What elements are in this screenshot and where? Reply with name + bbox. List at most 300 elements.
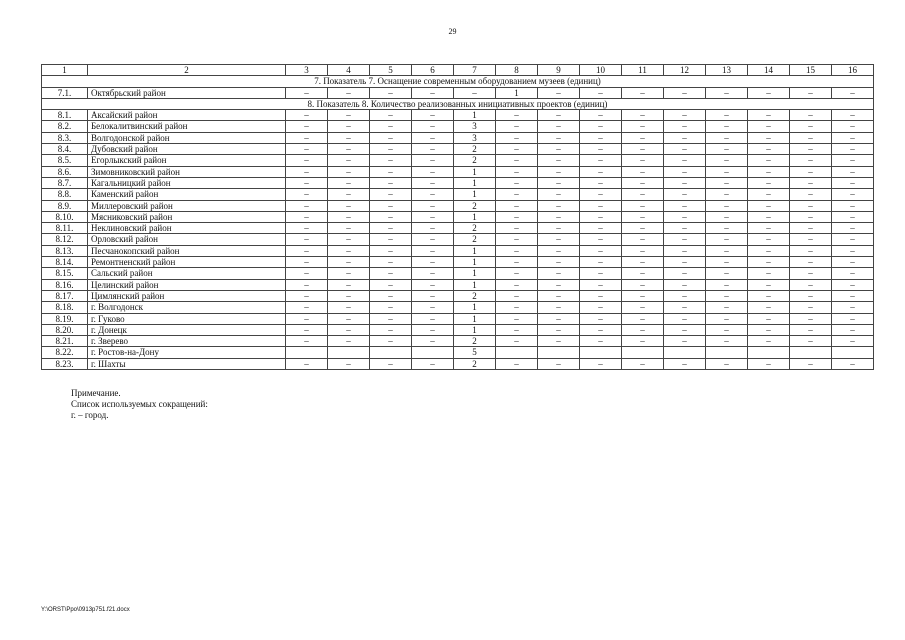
value-cell: –	[328, 324, 370, 335]
value-cell: –	[328, 302, 370, 313]
value-cell: 3	[454, 121, 496, 132]
value-cell: –	[622, 132, 664, 143]
value-cell: –	[328, 87, 370, 98]
value-cell: –	[706, 324, 748, 335]
row-name: Зимовниковский район	[88, 166, 286, 177]
row-code: 8.14.	[42, 257, 88, 268]
header-cell: 8	[496, 65, 538, 76]
row-name: Неклиновский район	[88, 223, 286, 234]
value-cell	[496, 347, 538, 358]
row-code: 8.5.	[42, 155, 88, 166]
value-cell: –	[622, 211, 664, 222]
value-cell: –	[580, 189, 622, 200]
row-code: 8.10.	[42, 211, 88, 222]
value-cell: –	[328, 155, 370, 166]
value-cell: –	[286, 110, 328, 121]
value-cell: –	[412, 200, 454, 211]
value-cell: –	[790, 336, 832, 347]
value-cell: –	[790, 211, 832, 222]
value-cell: –	[664, 155, 706, 166]
value-cell: –	[790, 177, 832, 188]
value-cell: –	[412, 302, 454, 313]
value-cell: –	[622, 155, 664, 166]
value-cell: –	[538, 121, 580, 132]
value-cell: –	[370, 358, 412, 369]
value-cell: –	[832, 110, 874, 121]
value-cell: 2	[454, 144, 496, 155]
value-cell: –	[790, 290, 832, 301]
value-cell: –	[832, 223, 874, 234]
value-cell: 1	[454, 110, 496, 121]
value-cell: –	[748, 268, 790, 279]
value-cell: –	[748, 121, 790, 132]
value-cell: –	[286, 121, 328, 132]
value-cell: –	[790, 313, 832, 324]
header-cell: 4	[328, 65, 370, 76]
table-row	[42, 279, 874, 290]
value-cell: –	[412, 257, 454, 268]
row-code: 8.11.	[42, 223, 88, 234]
value-cell: –	[748, 336, 790, 347]
value-cell: –	[328, 144, 370, 155]
header-cell: 2	[88, 65, 286, 76]
value-cell: –	[832, 132, 874, 143]
value-cell	[370, 347, 412, 358]
value-cell: –	[286, 166, 328, 177]
value-cell: –	[580, 358, 622, 369]
value-cell: –	[286, 279, 328, 290]
value-cell: –	[412, 223, 454, 234]
value-cell: –	[664, 302, 706, 313]
value-cell: –	[286, 223, 328, 234]
value-cell: –	[622, 302, 664, 313]
value-cell: –	[664, 279, 706, 290]
value-cell: –	[790, 279, 832, 290]
table-row	[42, 358, 874, 369]
value-cell: –	[286, 234, 328, 245]
value-cell: –	[706, 234, 748, 245]
value-cell: –	[664, 144, 706, 155]
value-cell	[286, 347, 328, 358]
value-cell: –	[580, 87, 622, 98]
header-cell: 12	[664, 65, 706, 76]
value-cell: –	[496, 336, 538, 347]
value-cell: –	[370, 279, 412, 290]
value-cell: –	[538, 177, 580, 188]
value-cell: –	[622, 268, 664, 279]
table-row	[42, 245, 874, 256]
value-cell: –	[496, 144, 538, 155]
value-cell: –	[538, 245, 580, 256]
value-cell: –	[496, 313, 538, 324]
value-cell: –	[832, 234, 874, 245]
value-cell: –	[370, 290, 412, 301]
row-code: 8.16.	[42, 279, 88, 290]
value-cell	[790, 347, 832, 358]
header-cell: 14	[748, 65, 790, 76]
value-cell: –	[748, 211, 790, 222]
value-cell: –	[706, 87, 748, 98]
value-cell: –	[790, 189, 832, 200]
row-name: г. Гуково	[88, 313, 286, 324]
value-cell: –	[412, 324, 454, 335]
value-cell: 2	[454, 234, 496, 245]
row-name: г. Зверево	[88, 336, 286, 347]
value-cell: –	[664, 223, 706, 234]
value-cell: 2	[454, 336, 496, 347]
value-cell: –	[580, 121, 622, 132]
table-row	[42, 189, 874, 200]
value-cell: –	[370, 223, 412, 234]
row-name: Мясниковский район	[88, 211, 286, 222]
value-cell: 1	[454, 279, 496, 290]
value-cell: –	[832, 290, 874, 301]
value-cell: –	[790, 358, 832, 369]
value-cell: –	[790, 257, 832, 268]
row-name: Каменский район	[88, 189, 286, 200]
value-cell: –	[664, 336, 706, 347]
value-cell: –	[370, 245, 412, 256]
value-cell: –	[370, 200, 412, 211]
value-cell: –	[328, 211, 370, 222]
value-cell: –	[706, 279, 748, 290]
value-cell: –	[496, 257, 538, 268]
value-cell: –	[664, 166, 706, 177]
value-cell: –	[412, 358, 454, 369]
row-name: Цимлянский район	[88, 290, 286, 301]
row-name: Дубовский район	[88, 144, 286, 155]
value-cell: –	[790, 110, 832, 121]
table-row	[42, 347, 874, 358]
value-cell: –	[790, 223, 832, 234]
value-cell: –	[622, 358, 664, 369]
row-name: Миллеровский район	[88, 200, 286, 211]
value-cell: –	[286, 336, 328, 347]
header-cell: 9	[538, 65, 580, 76]
value-cell: –	[538, 110, 580, 121]
indicators-table	[41, 64, 874, 370]
value-cell: –	[370, 189, 412, 200]
table-row	[42, 121, 874, 132]
header-cell: 5	[370, 65, 412, 76]
value-cell: –	[748, 166, 790, 177]
table-row	[42, 87, 874, 98]
row-code: 8.8.	[42, 189, 88, 200]
value-cell: –	[496, 245, 538, 256]
abbreviations-title: Список используемых сокращений:	[71, 399, 208, 409]
value-cell: –	[412, 87, 454, 98]
value-cell: –	[412, 177, 454, 188]
value-cell: 1	[454, 257, 496, 268]
value-cell: –	[832, 358, 874, 369]
value-cell: –	[328, 336, 370, 347]
value-cell: –	[748, 87, 790, 98]
row-name: Егорлыкский район	[88, 155, 286, 166]
row-code: 8.9.	[42, 200, 88, 211]
value-cell: –	[622, 279, 664, 290]
value-cell: –	[370, 110, 412, 121]
value-cell: –	[790, 155, 832, 166]
value-cell: –	[580, 336, 622, 347]
value-cell: –	[328, 234, 370, 245]
value-cell: –	[622, 177, 664, 188]
value-cell	[748, 347, 790, 358]
header-cell: 10	[580, 65, 622, 76]
value-cell: –	[832, 268, 874, 279]
value-cell: –	[832, 177, 874, 188]
value-cell: –	[706, 302, 748, 313]
value-cell: –	[706, 155, 748, 166]
value-cell: –	[286, 302, 328, 313]
header-cell: 11	[622, 65, 664, 76]
value-cell: –	[580, 132, 622, 143]
value-cell: –	[580, 245, 622, 256]
value-cell: –	[622, 245, 664, 256]
table-row	[42, 234, 874, 245]
value-cell: –	[664, 211, 706, 222]
value-cell: –	[328, 177, 370, 188]
value-cell: –	[832, 336, 874, 347]
value-cell: –	[706, 313, 748, 324]
value-cell: –	[790, 245, 832, 256]
value-cell: –	[496, 358, 538, 369]
section-title: 8. Показатель 8. Количество реализованных инициативных проектов (единиц)	[42, 98, 874, 109]
row-name: Сальский район	[88, 268, 286, 279]
value-cell: –	[328, 166, 370, 177]
value-cell: –	[328, 189, 370, 200]
value-cell: –	[832, 200, 874, 211]
value-cell: –	[790, 200, 832, 211]
value-cell: –	[370, 324, 412, 335]
value-cell: –	[286, 245, 328, 256]
value-cell: –	[706, 358, 748, 369]
header-cell: 7	[454, 65, 496, 76]
value-cell: –	[706, 121, 748, 132]
value-cell: –	[412, 336, 454, 347]
value-cell: –	[664, 200, 706, 211]
value-cell: –	[370, 313, 412, 324]
notes-title: Примечание.	[71, 388, 121, 398]
value-cell: –	[790, 268, 832, 279]
value-cell: –	[496, 155, 538, 166]
table-row	[42, 110, 874, 121]
value-cell: –	[412, 313, 454, 324]
value-cell: –	[370, 121, 412, 132]
value-cell: –	[706, 257, 748, 268]
value-cell: –	[622, 324, 664, 335]
value-cell: –	[412, 189, 454, 200]
table-row	[42, 177, 874, 188]
value-cell	[328, 347, 370, 358]
value-cell: –	[664, 189, 706, 200]
value-cell: –	[538, 211, 580, 222]
value-cell: –	[664, 234, 706, 245]
value-cell: –	[496, 110, 538, 121]
value-cell: –	[580, 257, 622, 268]
value-cell: –	[580, 302, 622, 313]
section-title-row	[42, 76, 874, 87]
value-cell: –	[370, 144, 412, 155]
value-cell: –	[328, 110, 370, 121]
value-cell: –	[622, 87, 664, 98]
row-code: 8.20.	[42, 324, 88, 335]
value-cell: –	[286, 132, 328, 143]
value-cell: 1	[454, 177, 496, 188]
value-cell: –	[790, 144, 832, 155]
value-cell: –	[286, 155, 328, 166]
value-cell: –	[412, 279, 454, 290]
value-cell: –	[706, 200, 748, 211]
value-cell: –	[832, 155, 874, 166]
value-cell: –	[748, 144, 790, 155]
value-cell	[412, 347, 454, 358]
value-cell: –	[580, 290, 622, 301]
value-cell: –	[412, 290, 454, 301]
value-cell: –	[538, 257, 580, 268]
value-cell: –	[580, 268, 622, 279]
value-cell: –	[328, 121, 370, 132]
value-cell: –	[790, 166, 832, 177]
row-code: 8.1.	[42, 110, 88, 121]
value-cell: –	[496, 189, 538, 200]
value-cell	[538, 347, 580, 358]
value-cell: 1	[454, 166, 496, 177]
value-cell: –	[496, 324, 538, 335]
row-code: 8.23.	[42, 358, 88, 369]
value-cell: –	[748, 245, 790, 256]
value-cell: 2	[454, 290, 496, 301]
value-cell: 2	[454, 155, 496, 166]
value-cell: –	[832, 121, 874, 132]
value-cell: –	[538, 132, 580, 143]
value-cell: –	[496, 290, 538, 301]
value-cell: –	[748, 290, 790, 301]
table-row	[42, 268, 874, 279]
value-cell: –	[328, 313, 370, 324]
value-cell: –	[370, 257, 412, 268]
value-cell: –	[622, 121, 664, 132]
value-cell: –	[496, 302, 538, 313]
value-cell: –	[328, 290, 370, 301]
value-cell: –	[370, 234, 412, 245]
row-name: г. Донецк	[88, 324, 286, 335]
value-cell: –	[706, 166, 748, 177]
value-cell: –	[748, 177, 790, 188]
row-name: Октябрьский район	[88, 87, 286, 98]
value-cell: –	[622, 189, 664, 200]
value-cell: –	[370, 177, 412, 188]
value-cell	[706, 347, 748, 358]
row-name: Целинский район	[88, 279, 286, 290]
value-cell: –	[664, 132, 706, 143]
value-cell: –	[748, 223, 790, 234]
table-row	[42, 166, 874, 177]
row-code: 7.1.	[42, 87, 88, 98]
value-cell: –	[496, 132, 538, 143]
value-cell: 1	[454, 245, 496, 256]
table-row	[42, 200, 874, 211]
value-cell: –	[370, 211, 412, 222]
value-cell: –	[706, 132, 748, 143]
value-cell: –	[412, 121, 454, 132]
row-name: Ремонтненский район	[88, 257, 286, 268]
value-cell	[622, 347, 664, 358]
value-cell: –	[706, 336, 748, 347]
value-cell	[664, 347, 706, 358]
header-cell: 3	[286, 65, 328, 76]
value-cell: –	[538, 302, 580, 313]
value-cell: –	[496, 121, 538, 132]
row-name: Кагальницкий район	[88, 177, 286, 188]
value-cell: –	[832, 324, 874, 335]
value-cell: –	[832, 257, 874, 268]
value-cell: –	[370, 155, 412, 166]
value-cell: –	[748, 110, 790, 121]
header-cell: 13	[706, 65, 748, 76]
value-cell: –	[832, 313, 874, 324]
value-cell: –	[370, 302, 412, 313]
row-name: Волгодонской район	[88, 132, 286, 143]
value-cell: –	[412, 268, 454, 279]
value-cell: –	[538, 279, 580, 290]
section-title: 7. Показатель 7. Оснащение современным оборудованием музеев (единиц)	[42, 76, 874, 87]
notes-block	[71, 388, 208, 421]
value-cell: –	[580, 313, 622, 324]
value-cell: –	[412, 110, 454, 121]
value-cell: –	[496, 211, 538, 222]
abbreviation-item: г. – город.	[71, 410, 109, 420]
value-cell: –	[622, 200, 664, 211]
value-cell: –	[832, 302, 874, 313]
value-cell: –	[622, 223, 664, 234]
value-cell: –	[412, 144, 454, 155]
row-code: 8.6.	[42, 166, 88, 177]
value-cell: –	[370, 87, 412, 98]
value-cell: –	[706, 177, 748, 188]
value-cell: –	[706, 144, 748, 155]
value-cell: 2	[454, 358, 496, 369]
value-cell: –	[664, 313, 706, 324]
value-cell: –	[328, 223, 370, 234]
value-cell: –	[496, 279, 538, 290]
row-code: 8.22.	[42, 347, 88, 358]
value-cell: –	[748, 155, 790, 166]
row-name: Орловский район	[88, 234, 286, 245]
row-code: 8.12.	[42, 234, 88, 245]
value-cell: –	[538, 223, 580, 234]
value-cell: –	[706, 268, 748, 279]
value-cell	[580, 347, 622, 358]
value-cell: –	[370, 132, 412, 143]
value-cell: –	[580, 144, 622, 155]
value-cell: –	[832, 279, 874, 290]
header-cell: 1	[42, 65, 88, 76]
header-cell: 6	[412, 65, 454, 76]
value-cell: 1	[454, 211, 496, 222]
value-cell: –	[538, 290, 580, 301]
value-cell: –	[412, 245, 454, 256]
value-cell: –	[790, 324, 832, 335]
value-cell: –	[748, 313, 790, 324]
value-cell: –	[790, 234, 832, 245]
value-cell: –	[328, 245, 370, 256]
value-cell: –	[286, 177, 328, 188]
value-cell: 1	[454, 302, 496, 313]
row-name: г. Ростов-на-Дону	[88, 347, 286, 358]
table-row	[42, 223, 874, 234]
row-code: 8.4.	[42, 144, 88, 155]
row-code: 8.18.	[42, 302, 88, 313]
